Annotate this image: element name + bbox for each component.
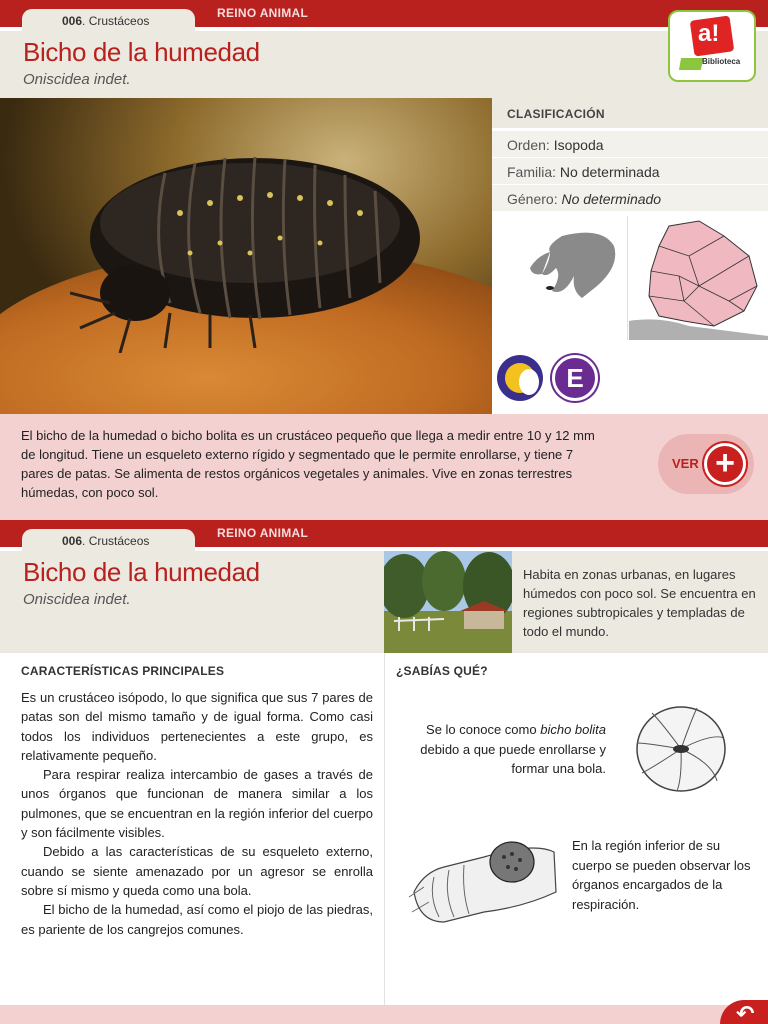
e-badge-icon[interactable]: E bbox=[552, 355, 598, 401]
did-you-know-heading: ¿SABÍAS QUÉ? bbox=[396, 664, 488, 678]
bottom-band bbox=[0, 1005, 768, 1024]
fact1-em: bicho bolita bbox=[540, 722, 606, 737]
rolled-ball-illustration bbox=[632, 703, 730, 795]
genus-value: No determinado bbox=[561, 191, 662, 207]
description-text: El bicho de la humedad o bicho bolita es un crustáceo pequeño que llega a medir entre 10 y 12 mm de longitud. Tiene un esqueleto externo rígido y segmentado que le permite enrollarse, y tiene 7 pares de patas. Se alimenta de restos orgánicos vegetales y animales. Vive en zonas terrestres húmedas, con poco sol. bbox=[21, 428, 595, 500]
fact-respiration: En la región inferior de su cuerpo se pueden observar los órganos encargados de la respiración. bbox=[572, 838, 751, 912]
characteristics-paragraph-4: El bicho de la humedad, así como el piojo de las piedras, es pariente de los cangrejos comunes. bbox=[21, 902, 373, 937]
ver-button[interactable] bbox=[658, 434, 754, 494]
crescent-icon bbox=[519, 369, 539, 395]
category-tab-2 bbox=[22, 529, 195, 551]
sun-icon bbox=[505, 363, 535, 393]
characteristics-paragraph-2: Para respirar realiza intercambio de gases a través de unos órganos que funcionan de manera similar a los pulmones, que se encuentran en la región inferior del cuerpo y son fácilmente visibles. bbox=[21, 767, 373, 841]
realm-label-2: REINO ANIMAL bbox=[217, 526, 309, 540]
fact1-post: debido a que puede enrollarse y formar una bola. bbox=[420, 741, 606, 776]
logo-letter: a! bbox=[698, 20, 720, 47]
sun-moon-icon[interactable] bbox=[497, 355, 543, 401]
back-button[interactable]: ↶ bbox=[720, 1000, 768, 1024]
classification-row-family bbox=[492, 157, 768, 184]
habitat-text: Habita en zonas urbanas, en lugares húmedos con poco sol. Se encuentra en regiones subtropicales y templadas de todo el mundo. bbox=[512, 551, 768, 653]
classification-row-order bbox=[492, 130, 768, 157]
habitat-photo bbox=[384, 551, 512, 653]
distribution-map bbox=[629, 216, 768, 340]
book-icon bbox=[679, 58, 703, 70]
order-key: Orden: bbox=[507, 137, 550, 153]
characteristics-paragraph-1: Es un crustáceo isópodo, lo que significa que sus 7 pares de patas son del mismo tamaño y de igual forma. Como casi todos los individuos pertenecientes a este grupo, es relativamente pequeño. bbox=[21, 690, 373, 763]
category-label: . Crustáceos bbox=[82, 14, 150, 28]
page-title-2: Bicho de la humedad bbox=[23, 557, 260, 587]
characteristics-text bbox=[21, 688, 373, 939]
woodlouse-photo bbox=[0, 98, 492, 414]
underside-illustration bbox=[404, 832, 564, 927]
size-comparison bbox=[492, 216, 628, 340]
classification-row-genus bbox=[492, 184, 768, 211]
card-number: 006 bbox=[62, 14, 83, 28]
page-title: Bicho de la humedad bbox=[23, 37, 260, 67]
scientific-name-2: Oniscidea indet. bbox=[23, 591, 131, 608]
classification-heading: CLASIFICACIÓN bbox=[492, 98, 768, 128]
biblioteca-logo[interactable] bbox=[668, 10, 756, 82]
hand-icon bbox=[492, 216, 628, 340]
characteristics-heading: CARACTERÍSTICAS PRINCIPALES bbox=[21, 664, 225, 678]
card-number-2: 006 bbox=[62, 534, 83, 548]
description-band bbox=[0, 414, 768, 520]
fact1-pre: Se lo conoce como bbox=[426, 722, 541, 737]
category-tab bbox=[22, 9, 195, 31]
ver-label: VER bbox=[672, 456, 699, 471]
characteristics-paragraph-3: Debido a las características de su esqueleto externo, cuando se siente amenazado por un agresor se enrolla sobre sí mismo y queda como una bola. bbox=[21, 844, 373, 898]
uruguay-map-icon bbox=[629, 216, 768, 340]
realm-label: REINO ANIMAL bbox=[217, 6, 309, 20]
category-label-2: . Crustáceos bbox=[82, 534, 150, 548]
logo-text: Biblioteca bbox=[702, 57, 741, 66]
family-key: Familia: bbox=[507, 164, 557, 180]
scientific-name: Oniscidea indet. bbox=[23, 71, 131, 88]
family-value: No determinada bbox=[559, 164, 660, 180]
fact-rolling bbox=[400, 720, 606, 779]
woodlouse-illustration bbox=[70, 143, 430, 353]
genus-key: Género: bbox=[507, 191, 558, 207]
order-value: Isopoda bbox=[553, 137, 604, 153]
plus-icon: + bbox=[704, 443, 746, 485]
column-divider bbox=[384, 653, 385, 1005]
